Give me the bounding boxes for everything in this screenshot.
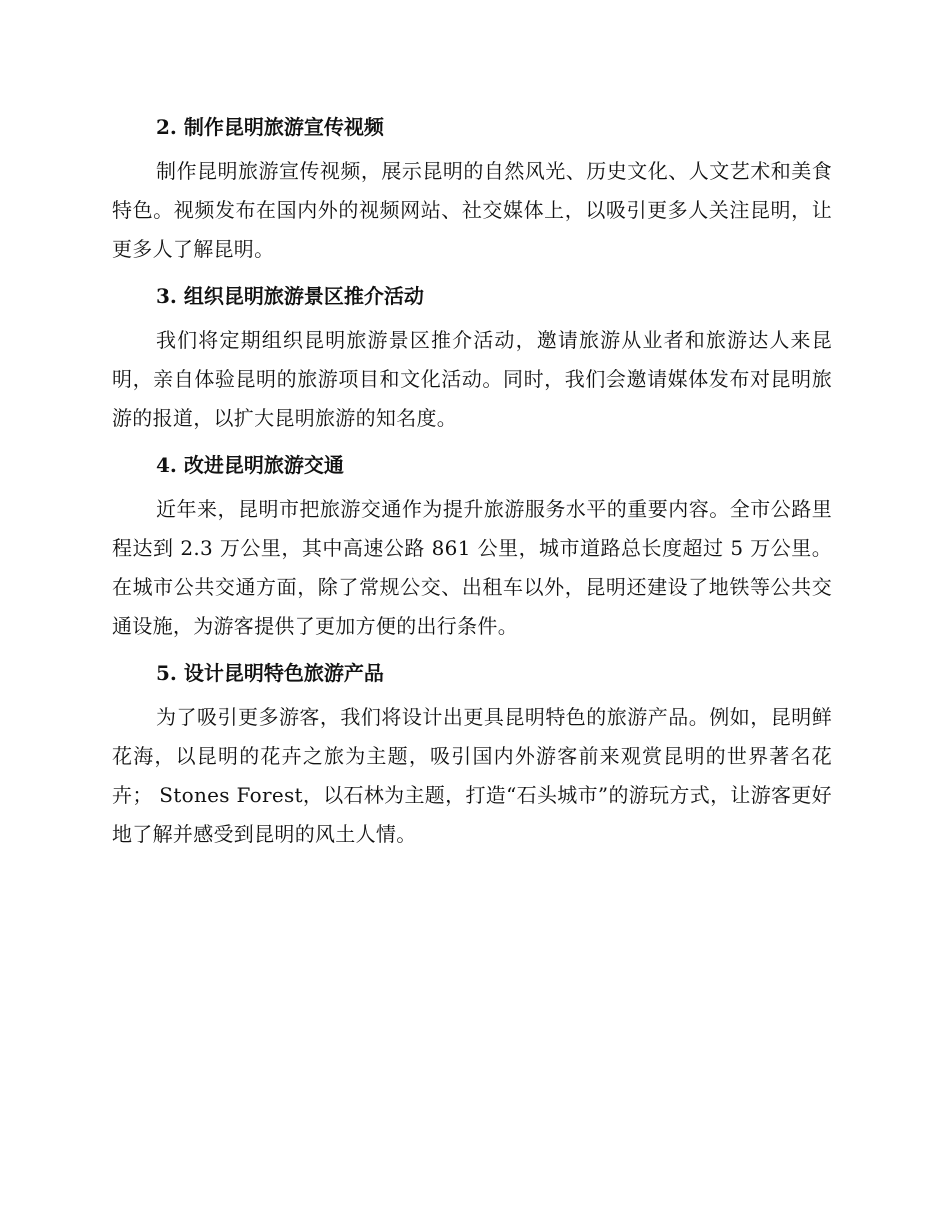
section-tourism-products <box>112 658 832 854</box>
section-heading: 2. 制作昆明旅游宣传视频 <box>156 115 384 139</box>
section-paragraph: 近年来，昆明市把旅游交通作为提升旅游服务水平的重要内容。全市公路里程达到 2.3 万公里，其中高速公路 861 公里，城市道路总长度超过 5 万公里。在城市公共交通方面，除了常规公交、出租车以外，昆明还建设了地铁等公共交通设施，为游客提供了更加方便的出行条件。 <box>112 497 832 638</box>
section-heading: 4. 改进昆明旅游交通 <box>156 453 344 477</box>
section-paragraph: 制作昆明旅游宣传视频，展示昆明的自然风光、历史文化、人文艺术和美食特色。视频发布在国内外的视频网站、社交媒体上，以吸引更多人关注昆明，让更多人了解昆明。 <box>112 159 832 261</box>
section-scenic-promotion <box>112 281 832 438</box>
section-promo-video <box>112 112 832 269</box>
section-paragraph: 我们将定期组织昆明旅游景区推介活动，邀请旅游从业者和旅游达人来昆明，亲自体验昆明的旅游项目和文化活动。同时，我们会邀请媒体发布对昆明旅游的报道，以扩大昆明旅游的知名度。 <box>112 328 832 430</box>
section-heading: 5. 设计昆明特色旅游产品 <box>156 661 384 685</box>
section-transport <box>112 450 832 646</box>
section-heading: 3. 组织昆明旅游景区推介活动 <box>156 284 424 308</box>
document-content <box>112 112 832 866</box>
section-paragraph: 为了吸引更多游客，我们将设计出更具昆明特色的旅游产品。例如，昆明鲜花海，以昆明的花卉之旅为主题，吸引国内外游客前来观赏昆明的世界著名花卉； Stones Forest，以石林为主题，打造“石头城市”的游玩方式，让游客更好地了解并感受到昆明的风土人情。 <box>112 705 832 846</box>
